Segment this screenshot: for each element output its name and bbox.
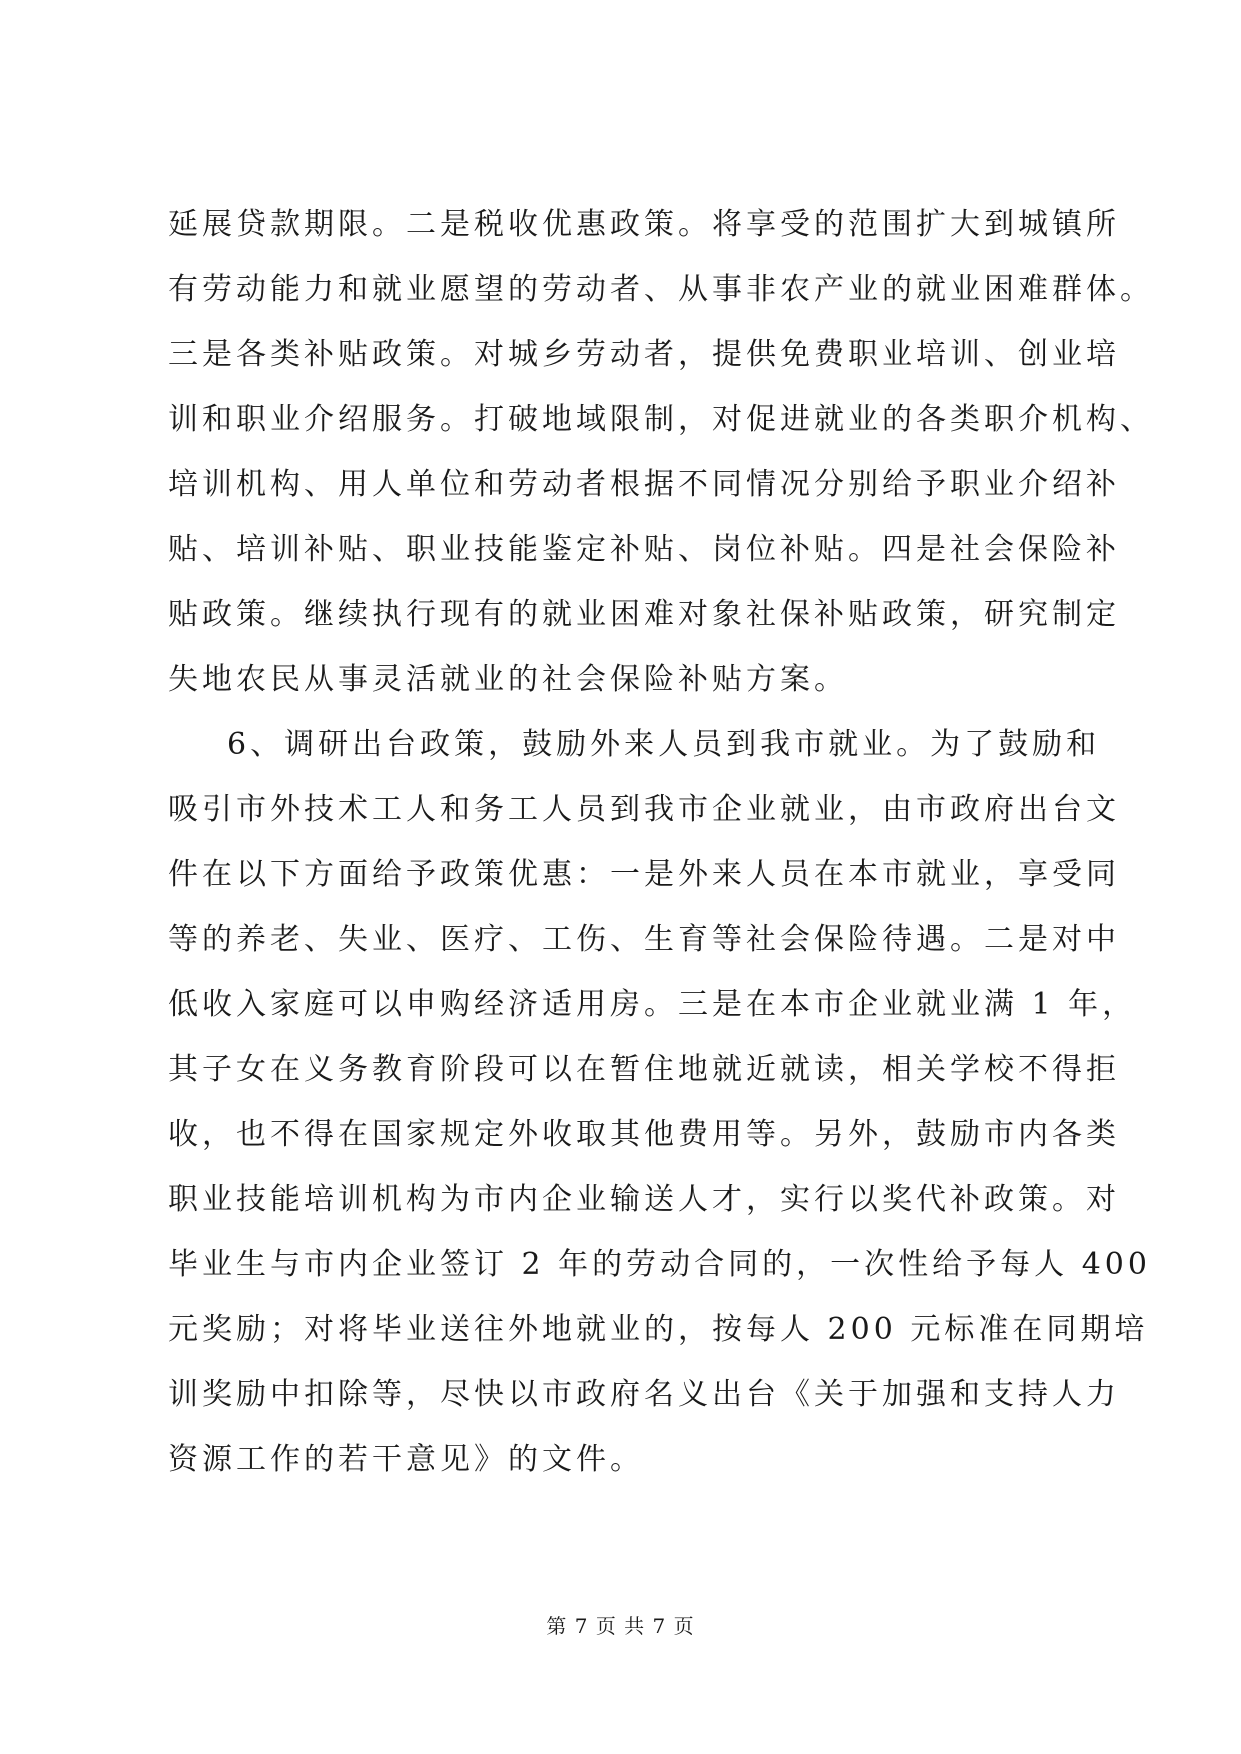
page-footer: 第 7 页 共 7 页 [546,1614,695,1638]
body-line-6: 贴、培训补贴、职业技能鉴定补贴、岗位补贴。四是社会保险补 [168,532,1120,567]
body-line-13: 低收入家庭可以申购经济适用房。三是在本市企业就业满 1 年， [168,987,1137,1022]
body-line-5: 培训机构、用人单位和劳动者根据不同情况分别给予职业介绍补 [168,467,1120,502]
body-line-4: 训和职业介绍服务。打破地域限制，对促进就业的各类职介机构、 [168,402,1154,437]
body-line-8: 失地农民从事灵活就业的社会保险补贴方案。 [168,662,848,697]
body-line-16: 职业技能培训机构为市内企业输送人才，实行以奖代补政策。对 [168,1182,1120,1217]
body-line-1: 延展贷款期限。二是税收优惠政策。将享受的范围扩大到城镇所 [168,207,1120,242]
body-line-18: 元奖励；对将毕业送往外地就业的，按每人 200 元标准在同期培 [168,1312,1149,1347]
body-line-3: 三是各类补贴政策。对城乡劳动者，提供免费职业培训、创业培 [168,337,1120,372]
body-line-12: 等的养老、失业、医疗、工伤、生育等社会保险待遇。二是对中 [168,922,1120,957]
body-line-17: 毕业生与市内企业签订 2 年的劳动合同的，一次性给予每人 400 [168,1247,1151,1282]
body-line-2: 有劳动能力和就业愿望的劳动者、从事非农产业的就业困难群体。 [168,272,1154,307]
body-line-10: 吸引市外技术工人和务工人员到我市企业就业，由市政府出台文 [168,792,1120,827]
paragraph-6-first-line: 6、调研出台政策，鼓励外来人员到我市就业。为了鼓励和 [227,727,1101,762]
body-line-7: 贴政策。继续执行现有的就业困难对象社保补贴政策，研究制定 [168,597,1120,632]
body-line-11: 件在以下方面给予政策优惠：一是外来人员在本市就业，享受同 [168,857,1120,892]
body-line-14: 其子女在义务教育阶段可以在暂住地就近就读，相关学校不得拒 [168,1052,1120,1087]
body-line-19: 训奖励中扣除等，尽快以市政府名义出台《关于加强和支持人力 [168,1377,1120,1412]
body-line-20: 资源工作的若干意见》的文件。 [168,1442,644,1477]
body-line-15: 收，也不得在国家规定外收取其他费用等。另外，鼓励市内各类 [168,1117,1120,1152]
